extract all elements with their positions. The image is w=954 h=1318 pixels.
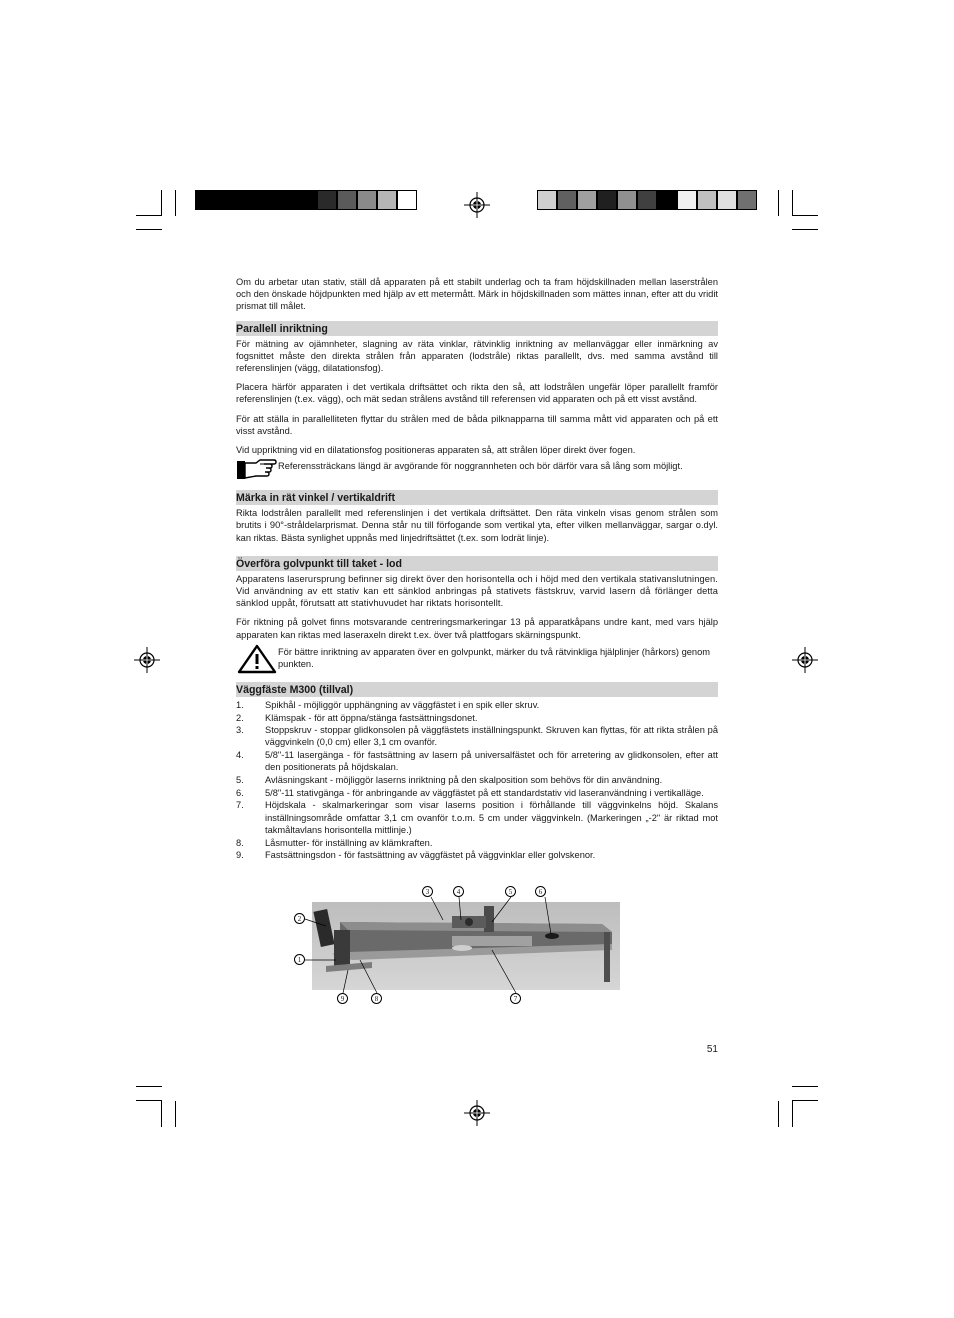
list-item-text: Fastsättningsdon - för fastsättning av väggfästet på väggvinklar eller golvskenor. — [265, 850, 596, 861]
callout-9: 9 — [337, 993, 348, 1004]
section-heading-wallmount: Väggfäste M300 (tillval) — [236, 682, 718, 697]
callout-5: 5 — [505, 886, 516, 897]
list-item-number: 4. — [236, 750, 244, 761]
list-item-number: 1. — [236, 699, 244, 710]
page-number: 51 — [706, 1044, 718, 1055]
list-item-number: 2. — [236, 712, 244, 723]
list-item-number: 7. — [236, 800, 244, 811]
callout-6: 6 — [535, 886, 546, 897]
callout-4: 4 — [453, 886, 464, 897]
section-heading-vertical: Märka in rät vinkel / vertikaldrift — [236, 490, 718, 505]
callout-2: 2 — [294, 913, 305, 924]
list-item-text: Spikhål - möjliggör upphängning av väggfästet i en spik eller skruv. — [265, 699, 540, 710]
list-item-number: 3. — [236, 725, 244, 736]
section-heading-parallel: Parallell inriktning — [236, 321, 718, 336]
warning-text: För bättre inriktning av apparaten över en golvpunkt, märker du två rätvinkliga hjälplinjer (hårkors) genom punkten. — [278, 646, 711, 670]
list-item-number: 8. — [236, 837, 244, 848]
list-item-number: 6. — [236, 787, 244, 798]
plumb-paragraph-1: Apparatens laserursprung befinner sig direkt över den horisontella och i höjd med den vertikala stativanslutningen. Vid användning av ett stativ kan ett sänklod anbringas på stativets fästskruv, varvid lasern då förlänger detta sänklod uppåt, förutsatt att stativhuvudet har riktats horisontellt. — [236, 573, 718, 609]
list-item-number: 9. — [236, 850, 244, 861]
list-item-text: Höjdskala - skalmarkeringar som visar laserns position i förhållande till väggvinkelns höjd. Skalans inställningsområde omfattar 3,1 cm ovanför t.o.m. 5 cm under väggvinkeln. (Markeringen „-2" är riktad mot takmåltavlans horisontella mittlinje.) — [265, 800, 718, 835]
plumb-paragraph-2: För riktning på golvet finns motsvarande centreringsmarkeringar 13 på apparatkåpans undre kant, med vars hjälp apparaten kan riktas med laseraxeln direkt t.ex. över två plattfogars skärningspunkt. — [236, 617, 718, 640]
list-item-text: Låsmutter- för inställning av klämkraften. — [265, 837, 433, 848]
parallel-paragraph-2: Placera härför apparaten i det vertikala driftsättet och rikta den så, att lodstrålen ungefär löper parallellt framför referenslinjen (t.ex. vägg), och mät sedan strålens avstånd till referensen vid apparaten och på ett visst avstånd. — [236, 382, 718, 405]
intro-paragraph: Om du arbetar utan stativ, ställ då apparaten på ett stabilt underlag och ta fram höjdskillnaden mellan laserstrålen och den önskade höjdpunkten med hjälp av ett metermått. Märk in höjdskillnaden som mättes innan, efter att du vridit prismat till målet. — [236, 277, 718, 312]
parallel-paragraph-4: Vid uppriktning vid en dilatationsfog positioneras apparaten så, att strålen löper direkt över fogen. — [236, 445, 636, 456]
callout-7: 7 — [510, 993, 521, 1004]
vertical-paragraph-1: Rikta lodstrålen parallellt med referenslinjen i det vertikala driftsättet. Den räta vinkeln visas genom strålen som brutits i 90°-stråldelarprismat. Denna står nu till förfogande som vertikal yta, efter vilken mellanväggar, sargar o.dyl. kan riktas. Bästa synlighet uppnås med linjedriftsättet (t.ex. som lodrät linje). — [236, 508, 718, 543]
list-item-text: 5/8"-11 lasergänga - för fastsättning av lasern på universalfästet och för arretering av glidkonsolen, efter att den positionerats på höjdskalan. — [265, 750, 718, 773]
callout-8: 8 — [371, 993, 382, 1004]
list-item-number: 5. — [236, 775, 244, 786]
list-item-text: Stoppskruv - stoppar glidkonsolen på väggfästets inställningspunkt. Skruven kan flyttas, för att rikta strålen på väggvinkeln (0,0 cm) eller 3,1 cm ovanför. — [265, 725, 718, 748]
parallel-paragraph-1: För mätning av ojämnheter, slagning av räta vinklar, rätvinklig inriktning av mellanväggar eller inmärkning av fogsnittet måste den direkta strålen från apparaten (lodstråle) riktas parallellt, dvs. med samma avstånd till referenslinjen (vägg, dilatationsfog). — [236, 338, 718, 374]
section-heading-plumb: Överföra golvpunkt till taket - lod — [236, 556, 718, 571]
list-item-text: Avläsningskant - möjliggör laserns inriktning på den skalposition som behövs för din användning. — [265, 775, 663, 786]
note-text: Referenssträckans längd är avgörande för noggrannheten och bör därför vara så lång som möjligt. — [278, 461, 683, 472]
parallel-paragraph-3: För att ställa in parallelliteten flyttar du strålen med de båda pilknapparna till samma mått vid apparaten och på ett visst avstånd. — [236, 413, 718, 436]
list-item-text: Klämspak - för att öppna/stänga fastsättningsdonet. — [265, 712, 478, 723]
list-item-text: 5/8"-11 stativgänga - för anbringande av väggfästet på ett standardstativ vid laseranvändning i vertikalläge. — [265, 787, 704, 798]
callout-1: 1 — [294, 954, 305, 965]
callout-3: 3 — [422, 886, 433, 897]
